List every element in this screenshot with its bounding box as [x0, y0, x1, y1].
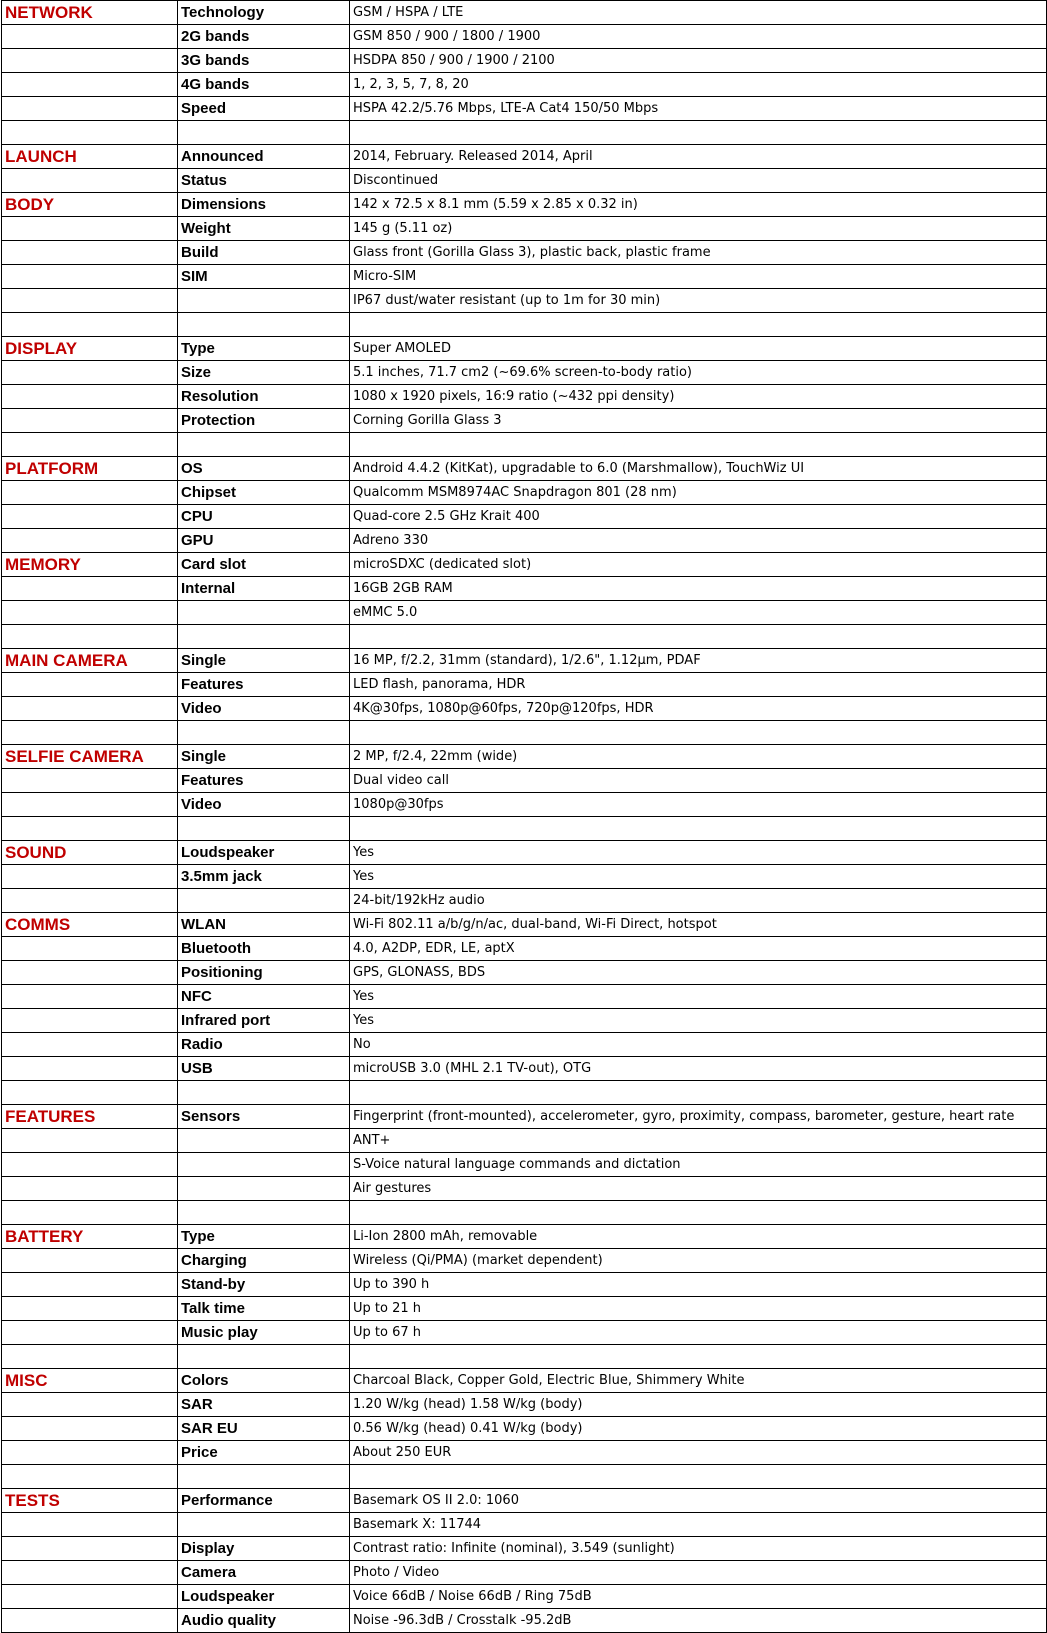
category-cell [2, 1417, 178, 1441]
spec-value-cell: 0.56 W/kg (head) 0.41 W/kg (body) [350, 1417, 1047, 1441]
category-cell [2, 1201, 178, 1225]
spec-value-cell: Qualcomm MSM8974AC Snapdragon 801 (28 nm) [350, 481, 1047, 505]
spec-label-cell: Audio quality [178, 1609, 350, 1633]
spec-value-cell [350, 1345, 1047, 1369]
spec-label-cell: Build [178, 241, 350, 265]
category-cell [2, 409, 178, 433]
spec-value-cell: Android 4.4.2 (KitKat), upgradable to 6.0 (Marshmallow), TouchWiz UI [350, 457, 1047, 481]
category-cell [2, 769, 178, 793]
category-cell [2, 793, 178, 817]
spec-row [2, 961, 1047, 985]
spec-value-cell: 4.0, A2DP, EDR, LE, aptX [350, 937, 1047, 961]
spec-row [2, 1129, 1047, 1153]
spec-label-cell: Charging [178, 1249, 350, 1273]
category-cell [2, 25, 178, 49]
spec-label-cell: Colors [178, 1369, 350, 1393]
spec-label-cell: USB [178, 1057, 350, 1081]
spec-row [2, 529, 1047, 553]
spec-value-cell [350, 1081, 1047, 1105]
spec-label-cell: SAR EU [178, 1417, 350, 1441]
spec-label-cell: Loudspeaker [178, 1585, 350, 1609]
category-cell: BATTERY [2, 1225, 178, 1249]
spec-label-cell [178, 601, 350, 625]
category-cell: MISC [2, 1369, 178, 1393]
category-cell [2, 481, 178, 505]
category-cell [2, 289, 178, 313]
category-cell [2, 937, 178, 961]
category-cell [2, 889, 178, 913]
spec-row [2, 49, 1047, 73]
spec-value-cell: Fingerprint (front-mounted), accelerometer, gyro, proximity, compass, barometer, gesture, heart rate [350, 1105, 1047, 1129]
spec-label-cell: Type [178, 337, 350, 361]
spec-label-cell [178, 433, 350, 457]
category-cell: MAIN CAMERA [2, 649, 178, 673]
spec-value-cell [350, 433, 1047, 457]
spec-value-cell: Charcoal Black, Copper Gold, Electric Blue, Shimmery White [350, 1369, 1047, 1393]
category-cell [2, 385, 178, 409]
category-cell [2, 73, 178, 97]
spec-value-cell: microSDXC (dedicated slot) [350, 553, 1047, 577]
category-cell [2, 313, 178, 337]
spec-value-cell [350, 1465, 1047, 1489]
spec-label-cell: 3.5mm jack [178, 865, 350, 889]
category-cell: BODY [2, 193, 178, 217]
category-cell [2, 433, 178, 457]
spec-value-cell: Yes [350, 865, 1047, 889]
category-cell [2, 721, 178, 745]
spec-label-cell: Card slot [178, 553, 350, 577]
spec-value-cell: Yes [350, 1009, 1047, 1033]
spec-row [2, 1489, 1047, 1513]
spec-label-cell: GPU [178, 529, 350, 553]
spec-label-cell: CPU [178, 505, 350, 529]
spec-row [2, 457, 1047, 481]
spec-row [2, 769, 1047, 793]
category-cell [2, 985, 178, 1009]
spec-label-cell: Infrared port [178, 1009, 350, 1033]
spec-value-cell: Contrast ratio: Infinite (nominal), 3.549 (sunlight) [350, 1537, 1047, 1561]
category-cell [2, 1561, 178, 1585]
spec-row [2, 25, 1047, 49]
spec-row [2, 361, 1047, 385]
spec-row [2, 1537, 1047, 1561]
spec-label-cell: Features [178, 673, 350, 697]
spec-value-cell: 4K@30fps, 1080p@60fps, 720p@120fps, HDR [350, 697, 1047, 721]
spec-row [2, 1273, 1047, 1297]
spec-row [2, 481, 1047, 505]
spec-label-cell: Status [178, 169, 350, 193]
category-cell [2, 1513, 178, 1537]
category-cell [2, 1057, 178, 1081]
spec-value-cell [350, 817, 1047, 841]
spec-label-cell: Internal [178, 577, 350, 601]
category-cell [2, 121, 178, 145]
spec-value-cell: microUSB 3.0 (MHL 2.1 TV-out), OTG [350, 1057, 1047, 1081]
spec-label-cell: Weight [178, 217, 350, 241]
spec-row [2, 1609, 1047, 1633]
spec-row [2, 1393, 1047, 1417]
spec-value-cell: HSPA 42.2/5.76 Mbps, LTE-A Cat4 150/50 Mbps [350, 97, 1047, 121]
spec-label-cell: Video [178, 697, 350, 721]
category-cell [2, 1585, 178, 1609]
spec-row [2, 649, 1047, 673]
spec-value-cell: eMMC 5.0 [350, 601, 1047, 625]
spec-row [2, 313, 1047, 337]
spec-label-cell [178, 313, 350, 337]
spec-label-cell [178, 1129, 350, 1153]
spec-label-cell [178, 1081, 350, 1105]
spec-label-cell [178, 721, 350, 745]
category-cell [2, 361, 178, 385]
spec-label-cell: Positioning [178, 961, 350, 985]
spec-row [2, 217, 1047, 241]
spec-value-cell: Micro-SIM [350, 265, 1047, 289]
category-cell [2, 241, 178, 265]
spec-label-cell [178, 889, 350, 913]
spec-label-cell [178, 121, 350, 145]
spec-row [2, 409, 1047, 433]
spec-value-cell: HSDPA 850 / 900 / 1900 / 2100 [350, 49, 1047, 73]
spec-label-cell: 3G bands [178, 49, 350, 73]
spec-row [2, 1081, 1047, 1105]
spec-value-cell: 1, 2, 3, 5, 7, 8, 20 [350, 73, 1047, 97]
category-cell [2, 697, 178, 721]
category-cell [2, 1321, 178, 1345]
spec-label-cell [178, 1465, 350, 1489]
spec-row [2, 985, 1047, 1009]
spec-label-cell: Dimensions [178, 193, 350, 217]
spec-row [2, 121, 1047, 145]
category-cell: LAUNCH [2, 145, 178, 169]
spec-row [2, 1009, 1047, 1033]
spec-label-cell: Chipset [178, 481, 350, 505]
spec-value-cell: About 250 EUR [350, 1441, 1047, 1465]
category-cell [2, 577, 178, 601]
category-cell [2, 1465, 178, 1489]
category-cell [2, 505, 178, 529]
spec-row [2, 433, 1047, 457]
spec-label-cell: Technology [178, 1, 350, 25]
category-cell [2, 217, 178, 241]
spec-value-cell [350, 625, 1047, 649]
spec-table [1, 0, 1047, 1633]
category-cell [2, 817, 178, 841]
category-cell [2, 1033, 178, 1057]
spec-row [2, 265, 1047, 289]
spec-value-cell: Corning Gorilla Glass 3 [350, 409, 1047, 433]
spec-row [2, 1585, 1047, 1609]
spec-value-cell: 24-bit/192kHz audio [350, 889, 1047, 913]
spec-value-cell: Super AMOLED [350, 337, 1047, 361]
spec-label-cell: Radio [178, 1033, 350, 1057]
spec-label-cell: 2G bands [178, 25, 350, 49]
spec-label-cell: SIM [178, 265, 350, 289]
spec-value-cell: S-Voice natural language commands and dictation [350, 1153, 1047, 1177]
spec-label-cell: Speed [178, 97, 350, 121]
spec-value-cell: Basemark X: 11744 [350, 1513, 1047, 1537]
spec-value-cell [350, 313, 1047, 337]
spec-label-cell: Video [178, 793, 350, 817]
spec-row [2, 1297, 1047, 1321]
spec-value-cell: 1080 x 1920 pixels, 16:9 ratio (~432 ppi density) [350, 385, 1047, 409]
spec-value-cell [350, 121, 1047, 145]
spec-label-cell: Sensors [178, 1105, 350, 1129]
spec-value-cell: Li-Ion 2800 mAh, removable [350, 1225, 1047, 1249]
spec-row [2, 505, 1047, 529]
category-cell [2, 1081, 178, 1105]
category-cell [2, 625, 178, 649]
spec-value-cell: Noise -96.3dB / Crosstalk -95.2dB [350, 1609, 1047, 1633]
category-cell [2, 1537, 178, 1561]
spec-row [2, 1225, 1047, 1249]
spec-row [2, 1369, 1047, 1393]
category-cell [2, 1177, 178, 1201]
category-cell [2, 1249, 178, 1273]
category-cell [2, 49, 178, 73]
spec-label-cell: Size [178, 361, 350, 385]
spec-label-cell: Type [178, 1225, 350, 1249]
spec-label-cell [178, 1201, 350, 1225]
spec-row [2, 673, 1047, 697]
spec-row [2, 289, 1047, 313]
spec-row [2, 577, 1047, 601]
spec-label-cell: Price [178, 1441, 350, 1465]
spec-row [2, 145, 1047, 169]
category-cell: NETWORK [2, 1, 178, 25]
spec-label-cell: Loudspeaker [178, 841, 350, 865]
category-cell [2, 1129, 178, 1153]
spec-value-cell: ANT+ [350, 1129, 1047, 1153]
category-cell [2, 169, 178, 193]
spec-row [2, 385, 1047, 409]
spec-row [2, 721, 1047, 745]
spec-row [2, 913, 1047, 937]
spec-row [2, 553, 1047, 577]
spec-row [2, 1153, 1047, 1177]
spec-value-cell: Photo / Video [350, 1561, 1047, 1585]
spec-row [2, 889, 1047, 913]
spec-row [2, 241, 1047, 265]
category-cell: SOUND [2, 841, 178, 865]
spec-label-cell: Protection [178, 409, 350, 433]
spec-row [2, 193, 1047, 217]
spec-label-cell: Stand-by [178, 1273, 350, 1297]
spec-label-cell: Display [178, 1537, 350, 1561]
category-cell [2, 97, 178, 121]
spec-label-cell [178, 289, 350, 313]
spec-value-cell: Yes [350, 985, 1047, 1009]
spec-row [2, 697, 1047, 721]
spec-label-cell [178, 1177, 350, 1201]
category-cell [2, 1009, 178, 1033]
spec-row [2, 1033, 1047, 1057]
spec-label-cell [178, 1513, 350, 1537]
spec-row [2, 1345, 1047, 1369]
spec-row [2, 745, 1047, 769]
spec-label-cell: Music play [178, 1321, 350, 1345]
category-cell: SELFIE CAMERA [2, 745, 178, 769]
spec-value-cell: 1080p@30fps [350, 793, 1047, 817]
spec-row [2, 1105, 1047, 1129]
spec-value-cell: 145 g (5.11 oz) [350, 217, 1047, 241]
category-cell [2, 1345, 178, 1369]
spec-value-cell: Air gestures [350, 1177, 1047, 1201]
spec-value-cell: 2 MP, f/2.4, 22mm (wide) [350, 745, 1047, 769]
spec-value-cell: Up to 67 h [350, 1321, 1047, 1345]
spec-row [2, 1057, 1047, 1081]
spec-label-cell: Bluetooth [178, 937, 350, 961]
spec-value-cell [350, 1201, 1047, 1225]
spec-value-cell: 2014, February. Released 2014, April [350, 145, 1047, 169]
spec-label-cell: Announced [178, 145, 350, 169]
spec-value-cell: LED flash, panorama, HDR [350, 673, 1047, 697]
spec-row [2, 625, 1047, 649]
spec-label-cell [178, 817, 350, 841]
spec-label-cell: NFC [178, 985, 350, 1009]
category-cell [2, 961, 178, 985]
spec-value-cell: Basemark OS II 2.0: 1060 [350, 1489, 1047, 1513]
spec-label-cell: Features [178, 769, 350, 793]
category-cell: DISPLAY [2, 337, 178, 361]
category-cell [2, 1609, 178, 1633]
spec-label-cell: Talk time [178, 1297, 350, 1321]
spec-label-cell: OS [178, 457, 350, 481]
spec-row [2, 937, 1047, 961]
spec-row [2, 1249, 1047, 1273]
category-cell [2, 1153, 178, 1177]
spec-value-cell: Up to 390 h [350, 1273, 1047, 1297]
category-cell [2, 673, 178, 697]
spec-value-cell: 1.20 W/kg (head) 1.58 W/kg (body) [350, 1393, 1047, 1417]
category-cell: PLATFORM [2, 457, 178, 481]
spec-row [2, 337, 1047, 361]
spec-label-cell: SAR [178, 1393, 350, 1417]
spec-value-cell: 5.1 inches, 71.7 cm2 (~69.6% screen-to-body ratio) [350, 361, 1047, 385]
spec-label-cell: Single [178, 649, 350, 673]
spec-value-cell: Wireless (Qi/PMA) (market dependent) [350, 1249, 1047, 1273]
spec-row [2, 601, 1047, 625]
spec-row [2, 73, 1047, 97]
spec-row [2, 1, 1047, 25]
spec-row [2, 817, 1047, 841]
spec-row [2, 865, 1047, 889]
category-cell [2, 601, 178, 625]
spec-label-cell: Camera [178, 1561, 350, 1585]
spec-value-cell: IP67 dust/water resistant (up to 1m for 30 min) [350, 289, 1047, 313]
spec-row [2, 97, 1047, 121]
spec-row [2, 1465, 1047, 1489]
spec-label-cell [178, 1153, 350, 1177]
spec-row [2, 841, 1047, 865]
spec-label-cell: 4G bands [178, 73, 350, 97]
spec-value-cell: GPS, GLONASS, BDS [350, 961, 1047, 985]
category-cell [2, 529, 178, 553]
spec-value-cell [350, 721, 1047, 745]
spec-label-cell: Performance [178, 1489, 350, 1513]
category-cell [2, 865, 178, 889]
spec-row [2, 1321, 1047, 1345]
spec-value-cell: Quad-core 2.5 GHz Krait 400 [350, 505, 1047, 529]
spec-value-cell: 142 x 72.5 x 8.1 mm (5.59 x 2.85 x 0.32 in) [350, 193, 1047, 217]
category-cell [2, 1273, 178, 1297]
spec-value-cell: Discontinued [350, 169, 1047, 193]
spec-value-cell: GSM / HSPA / LTE [350, 1, 1047, 25]
spec-label-cell: Single [178, 745, 350, 769]
spec-value-cell: Up to 21 h [350, 1297, 1047, 1321]
spec-value-cell: No [350, 1033, 1047, 1057]
spec-value-cell: Voice 66dB / Noise 66dB / Ring 75dB [350, 1585, 1047, 1609]
spec-row [2, 793, 1047, 817]
category-cell [2, 265, 178, 289]
category-cell: FEATURES [2, 1105, 178, 1129]
spec-label-cell: Resolution [178, 385, 350, 409]
spec-value-cell: GSM 850 / 900 / 1800 / 1900 [350, 25, 1047, 49]
spec-row [2, 169, 1047, 193]
spec-label-cell [178, 1345, 350, 1369]
spec-table-body [2, 1, 1047, 1633]
spec-value-cell: 16GB 2GB RAM [350, 577, 1047, 601]
spec-value-cell: Dual video call [350, 769, 1047, 793]
spec-row [2, 1513, 1047, 1537]
category-cell [2, 1297, 178, 1321]
category-cell: COMMS [2, 913, 178, 937]
category-cell [2, 1393, 178, 1417]
category-cell: TESTS [2, 1489, 178, 1513]
category-cell [2, 1441, 178, 1465]
spec-value-cell: 16 MP, f/2.2, 31mm (standard), 1/2.6", 1.12µm, PDAF [350, 649, 1047, 673]
spec-value-cell: Glass front (Gorilla Glass 3), plastic back, plastic frame [350, 241, 1047, 265]
spec-value-cell: Yes [350, 841, 1047, 865]
spec-row [2, 1561, 1047, 1585]
spec-row [2, 1201, 1047, 1225]
category-cell: MEMORY [2, 553, 178, 577]
spec-row [2, 1417, 1047, 1441]
spec-value-cell: Adreno 330 [350, 529, 1047, 553]
spec-row [2, 1177, 1047, 1201]
spec-label-cell: WLAN [178, 913, 350, 937]
spec-value-cell: Wi-Fi 802.11 a/b/g/n/ac, dual-band, Wi-Fi Direct, hotspot [350, 913, 1047, 937]
spec-label-cell [178, 625, 350, 649]
spec-row [2, 1441, 1047, 1465]
